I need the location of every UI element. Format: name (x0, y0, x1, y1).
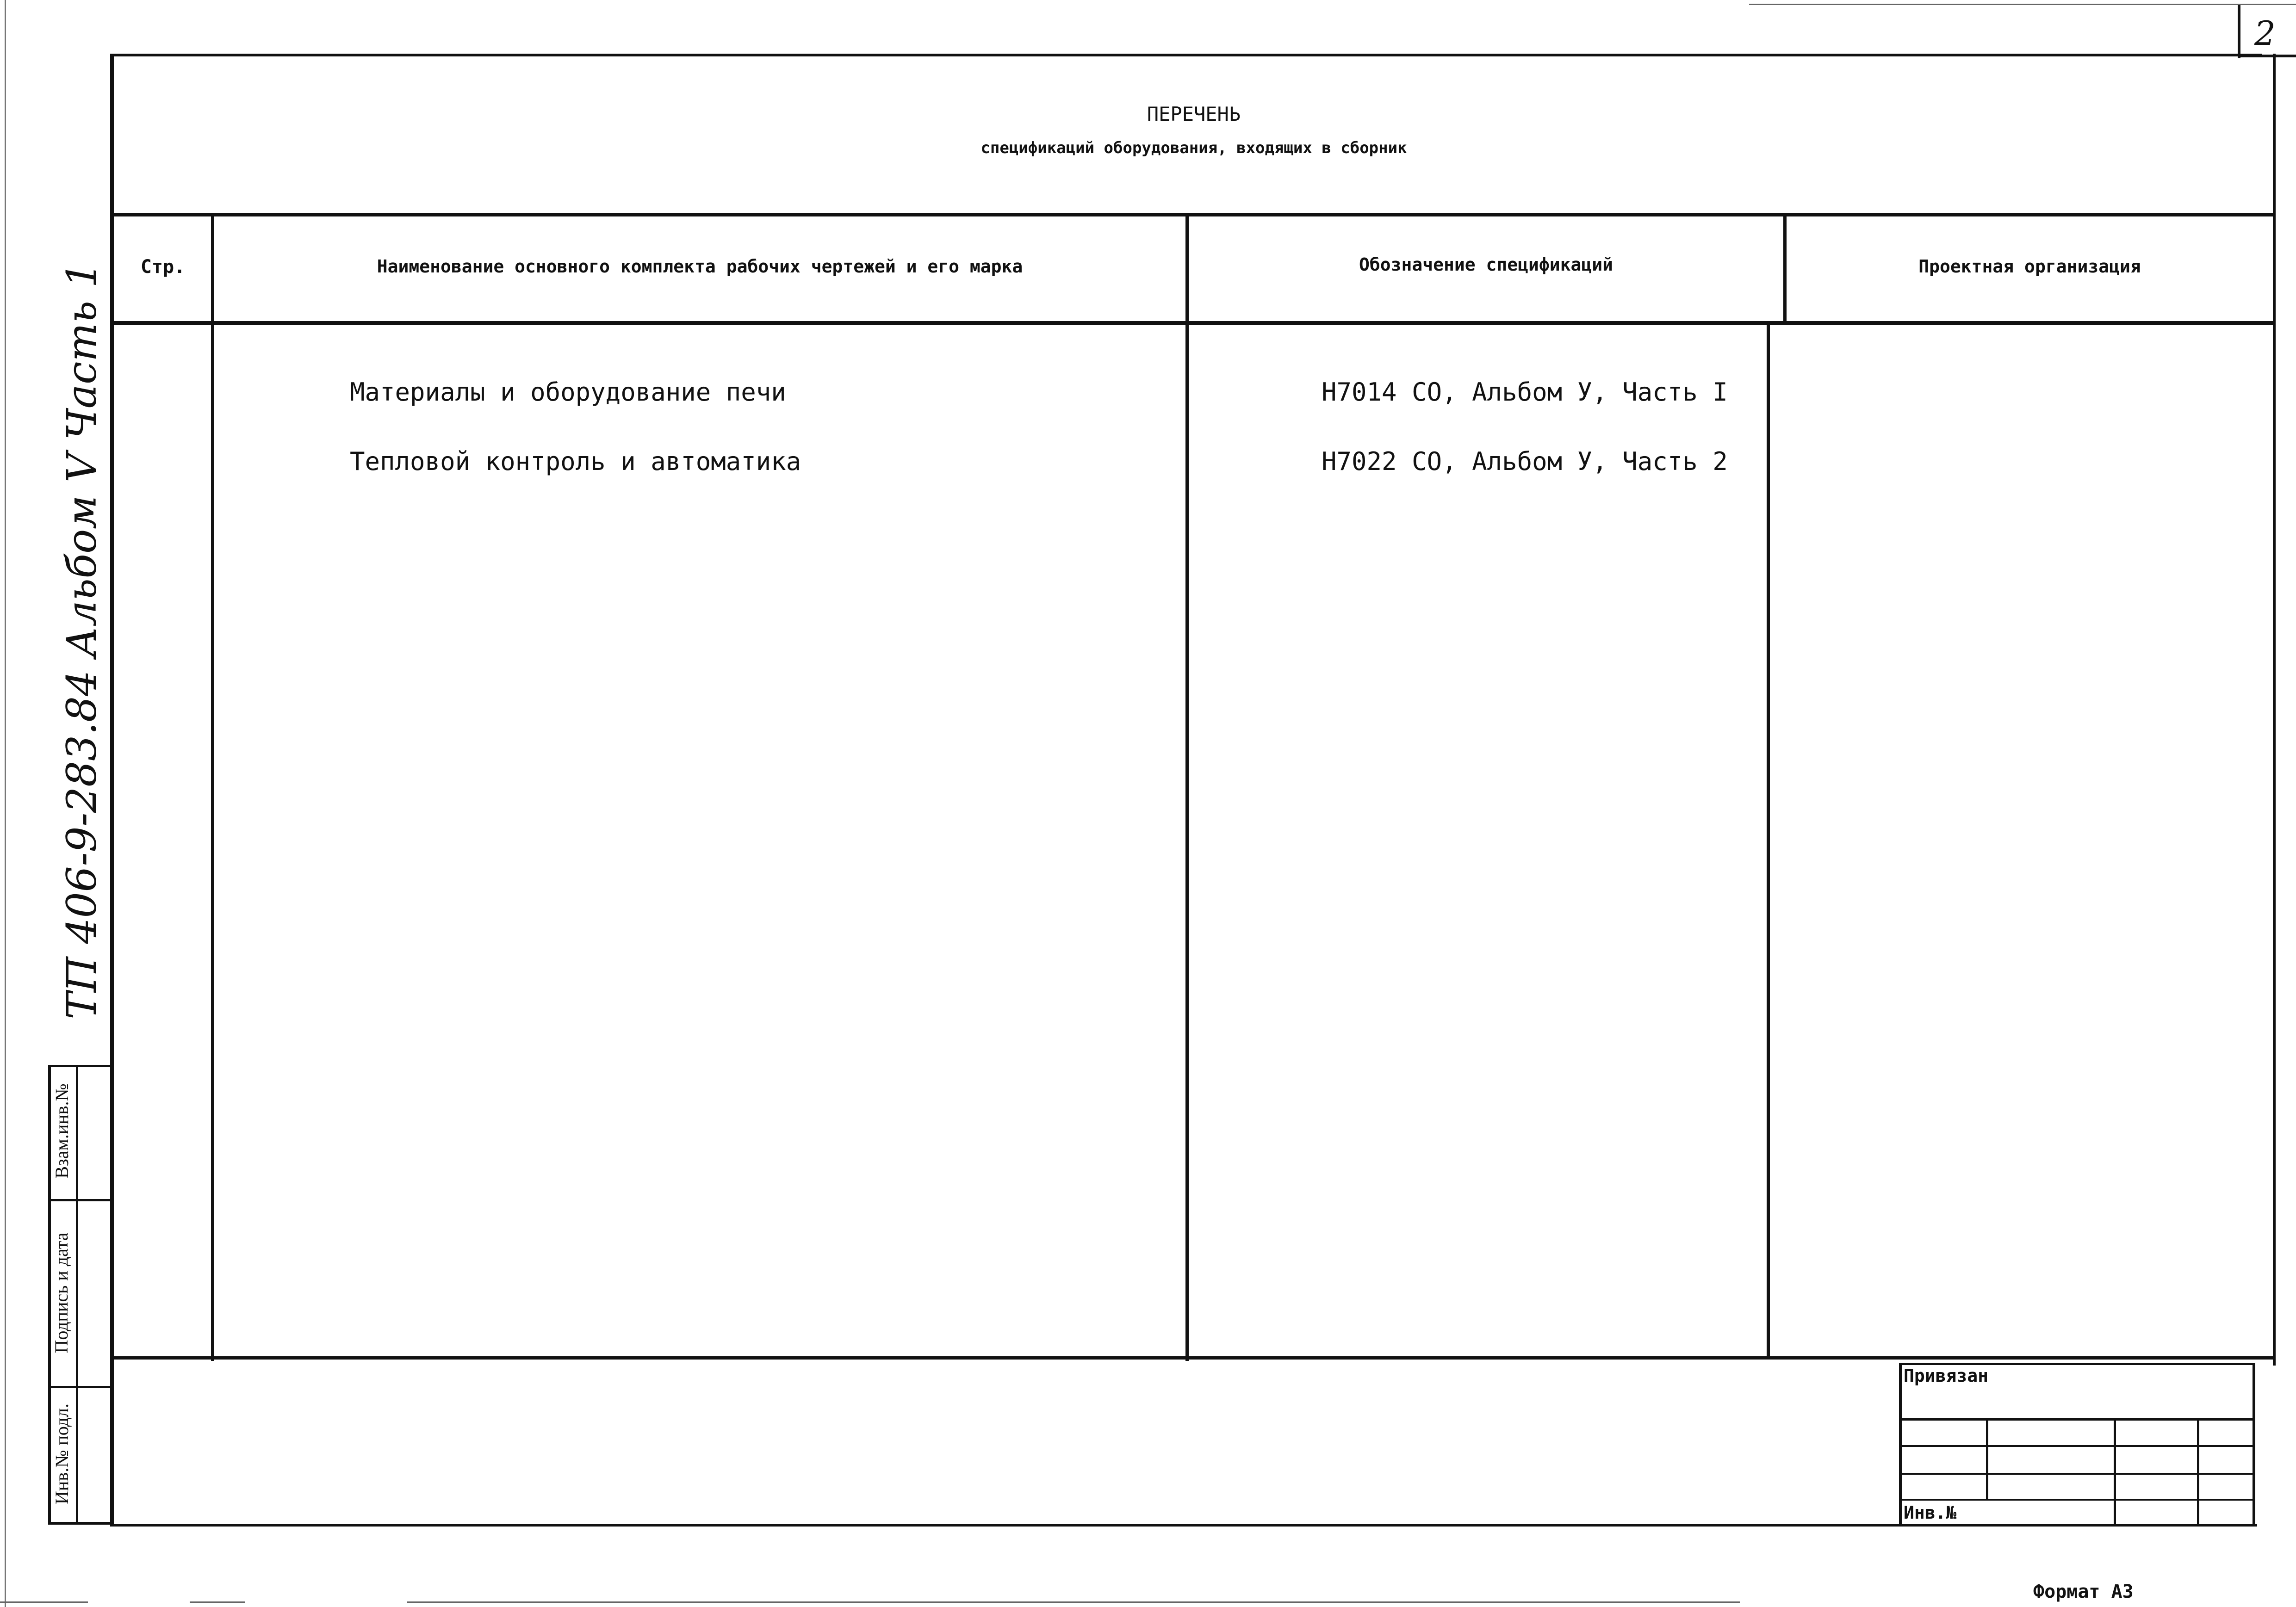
column-header-designation: Обозначение спецификаций (1359, 254, 1613, 275)
frame-bottom (110, 1524, 2257, 1527)
side-stamp-inner-left (76, 1065, 78, 1524)
page-number-box-left (2238, 4, 2240, 58)
title-block-h3 (1899, 1473, 2255, 1475)
title-block-top (1899, 1363, 2255, 1365)
title-block-v1 (1986, 1418, 1988, 1501)
side-stamp-inventory-label: Инв.№ подл. (51, 1403, 72, 1504)
row-1-designation: Н7014 СО, Альбом У, Часть I (1322, 377, 1728, 407)
document-subtitle: спецификаций оборудования, входящих в сборник (980, 139, 1407, 157)
row-2-name: Тепловой контроль и автоматика (350, 447, 801, 476)
frame-left (110, 54, 114, 1527)
title-block-bound-label: Привязан (1904, 1366, 1989, 1386)
bottom-cut-line-2 (190, 1601, 245, 1603)
col-line-2 (1185, 213, 1189, 1361)
row-1-name: Материалы и оборудование печи (350, 377, 786, 407)
header-bottom-line (113, 321, 2275, 325)
title-block-h1 (1899, 1418, 2255, 1421)
col-line-3-lower (1767, 325, 1770, 1359)
row-2-designation: Н7022 СО, Альбом У, Часть 2 (1322, 447, 1728, 476)
frame-top (113, 54, 2262, 56)
frame-right (2273, 54, 2276, 1366)
title-block-v3 (2197, 1418, 2199, 1526)
col-line-3 (1783, 213, 1787, 325)
bottom-cut-line-1 (0, 1601, 88, 1603)
title-block-v2 (2114, 1418, 2116, 1526)
side-stamp-replace-label: Взам.инв.№ (51, 1083, 72, 1179)
bottom-cut-line-3 (407, 1601, 1740, 1603)
title-block-inventory-label: Инв.№ (1904, 1502, 1957, 1523)
format-label: Формат А3 (2033, 1581, 2134, 1602)
top-edge-line (1749, 4, 2296, 5)
side-document-code: ТП 406-9-283.84 Альбом V Часть 1 (58, 262, 105, 1020)
left-margin-line (5, 0, 6, 1607)
page-number: 2 (2254, 14, 2276, 53)
title-block-h2 (1899, 1445, 2255, 1447)
side-stamp-bottom (48, 1522, 113, 1525)
table-bottom-line-right (1767, 1356, 2276, 1360)
title-block-h4 (1899, 1499, 2255, 1501)
column-header-organization: Проектная организация (1918, 256, 2141, 277)
column-header-page: Стр. (140, 256, 186, 278)
header-top-line (113, 213, 2275, 216)
side-stamp-signature-label: Подпись и дата (51, 1232, 72, 1354)
document-title: ПЕРЕЧЕНЬ (1147, 103, 1241, 125)
column-header-name: Наименование основного комплекта рабочих чертежей и его марка (377, 256, 1023, 277)
col-line-1 (211, 216, 214, 1361)
table-bottom-line (113, 1356, 1903, 1360)
